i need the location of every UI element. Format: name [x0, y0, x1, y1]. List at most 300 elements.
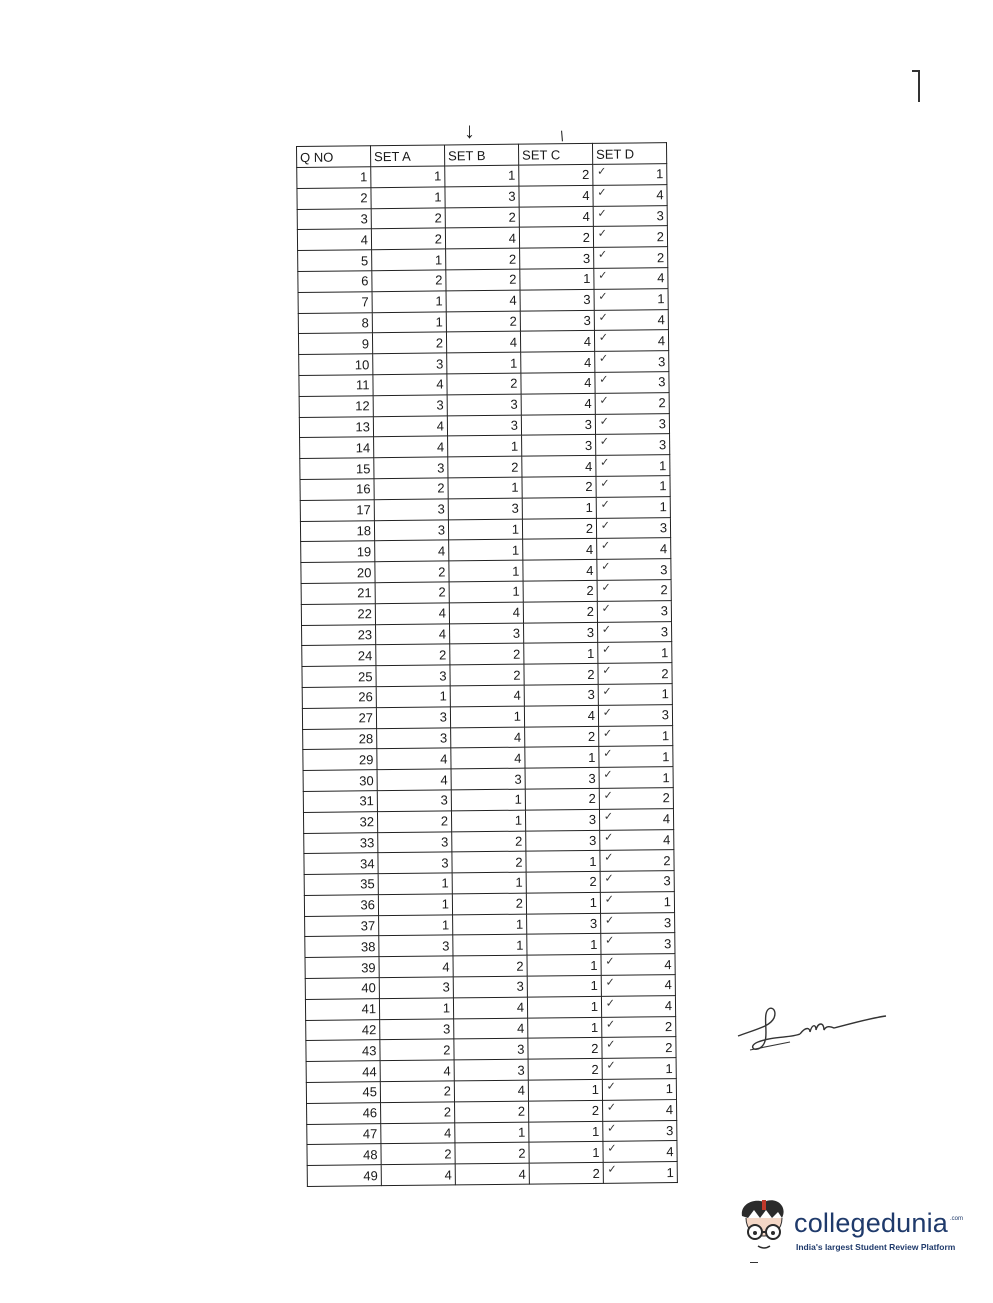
cell-set-d: 1 [599, 767, 673, 789]
cell-set-b: 2 [452, 831, 526, 853]
cell-set-c [520, 310, 608, 332]
cell-set-b: 2 [455, 1143, 529, 1165]
check-mark-icon: ✓ [604, 893, 614, 906]
cell-qno: 18 [300, 520, 374, 542]
cell-set-d: 2 [602, 1037, 676, 1059]
cell-set-a: 2 [372, 270, 446, 292]
cell-set-b: 3 [451, 768, 525, 790]
cell-value: 3 [588, 770, 596, 786]
cell-value: 2 [585, 520, 594, 536]
cell-qno: 26 [302, 687, 376, 709]
cell-set-d: 3 [596, 434, 670, 456]
cell-set-b: 2 [453, 955, 527, 977]
mascot-logo-icon [738, 1198, 790, 1254]
cell-set-b: 1 [445, 165, 519, 187]
cell-set-d: 4 [603, 1141, 677, 1163]
cell-set-c [523, 560, 611, 582]
cell-qno: 3 [297, 208, 371, 230]
cell-set-c [528, 1017, 616, 1039]
cell-set-c [519, 206, 607, 228]
cell-set-c [519, 164, 607, 186]
cell-set-b: 2 [450, 664, 524, 686]
cell-set-d: 4 [593, 184, 667, 206]
cell-qno: 12 [299, 395, 373, 417]
cell-set-c [521, 352, 609, 374]
cell-value: 3 [588, 811, 597, 828]
cell-set-c [521, 414, 609, 436]
cell-set-a: 1 [379, 998, 453, 1020]
cell-set-b: 2 [452, 893, 526, 915]
cell-set-a: 4 [375, 540, 449, 562]
cell-set-a: 1 [378, 873, 452, 895]
check-mark-icon: ✓ [598, 290, 608, 303]
cell-qno: 27 [302, 707, 376, 729]
cell-set-c [526, 851, 614, 873]
cell-set-d: 1 [598, 684, 672, 706]
cell-set-a: 2 [375, 582, 449, 604]
cell-set-a: 1 [371, 187, 445, 209]
check-mark-icon: ✓ [598, 352, 609, 366]
cell-qno: 16 [300, 479, 374, 501]
cell-value: 4 [584, 375, 592, 391]
cell-set-d: 1 [594, 288, 668, 310]
cell-set-b: 3 [454, 1059, 528, 1081]
cell-qno: 1 [297, 167, 371, 189]
cell-set-b: 4 [453, 997, 527, 1019]
cell-set-a: 2 [374, 478, 448, 500]
cell-set-d: 4 [594, 268, 668, 290]
check-mark-icon: ✓ [606, 1039, 616, 1052]
cell-set-d: 1 [599, 725, 673, 747]
cell-value: 2 [587, 728, 596, 744]
cell-qno: 41 [305, 999, 379, 1021]
cell-qno: 2 [297, 188, 371, 210]
cell-set-d: 4 [600, 829, 674, 851]
cell-set-b: 2 [450, 643, 524, 665]
cell-set-d: 4 [601, 975, 675, 997]
check-mark-icon: ✓ [607, 1143, 617, 1156]
cell-value: 2 [582, 229, 591, 245]
check-mark-icon: ✓ [605, 976, 615, 989]
cell-set-a: 4 [381, 1123, 455, 1145]
cell-set-d: 2 [593, 226, 667, 248]
cell-value: 2 [589, 874, 597, 890]
cell-qno: 43 [306, 1040, 380, 1062]
cell-set-b: 1 [449, 581, 523, 603]
cell-set-d: 1 [602, 1079, 676, 1101]
cell-set-a: 2 [381, 1102, 455, 1124]
cell-set-a: 4 [381, 1164, 455, 1186]
cell-set-b: 1 [453, 935, 527, 957]
cell-set-c [529, 1100, 617, 1122]
cell-set-d: 3 [601, 912, 675, 934]
cell-set-b: 2 [447, 373, 521, 395]
cell-qno: 38 [305, 936, 379, 958]
check-mark-icon: ✓ [602, 685, 612, 698]
cell-set-d: 1 [602, 1058, 676, 1080]
cell-set-a: 3 [380, 1019, 454, 1041]
cell-set-b: 3 [447, 394, 521, 416]
cell-set-b: 1 [448, 477, 522, 499]
check-mark-icon: ✓ [600, 540, 611, 553]
cell-set-d: 3 [600, 871, 674, 893]
cell-set-b: 2 [446, 311, 520, 333]
cell-value: 2 [586, 583, 594, 599]
cell-value: 3 [583, 312, 591, 328]
cell-set-b: 3 [448, 498, 522, 520]
cell-value: 1 [587, 645, 595, 661]
check-mark-icon: ✓ [599, 436, 610, 449]
cell-set-c [528, 1079, 616, 1101]
cell-value: 1 [590, 1019, 599, 1036]
cell-value: 2 [588, 791, 596, 807]
cell-set-b: 4 [455, 1163, 529, 1185]
logo-wordmark: collegedunia [794, 1208, 949, 1238]
cell-set-a: 1 [378, 894, 452, 916]
cell-set-d: 3 [597, 600, 671, 622]
handwritten-arrow-mark: ↓ [464, 118, 475, 143]
cell-set-c [522, 476, 610, 498]
cell-set-c [526, 871, 614, 893]
cell-set-b: 2 [446, 269, 520, 291]
cell-value: 2 [591, 1040, 599, 1056]
cell-set-c [528, 1059, 616, 1081]
cell-set-c [520, 331, 609, 353]
cell-set-c [522, 518, 611, 540]
cell-set-c [529, 1121, 617, 1143]
cell-set-d: 3 [595, 413, 669, 435]
check-mark-icon: ✓ [605, 997, 616, 1010]
cell-value: 2 [591, 1061, 599, 1077]
cell-set-d: 2 [599, 787, 673, 809]
cell-set-c [527, 913, 615, 935]
handwritten-tick-mark: / [557, 127, 567, 145]
cell-set-a: 4 [376, 623, 450, 645]
cell-value: 4 [586, 562, 594, 578]
cell-set-a: 2 [380, 1081, 454, 1103]
cell-set-a: 3 [373, 353, 447, 375]
check-mark-icon: ✓ [600, 498, 610, 511]
cell-qno: 20 [301, 562, 375, 584]
table-row [307, 1162, 677, 1187]
cell-value: 2 [585, 479, 593, 495]
cell-set-d: 1 [603, 1162, 677, 1184]
cell-set-a: 1 [371, 166, 445, 188]
check-mark-icon: ✓ [598, 269, 608, 282]
cell-qno: 42 [306, 1019, 380, 1041]
cell-set-c [520, 268, 608, 290]
cell-set-a: 2 [371, 228, 445, 250]
cell-set-b: 2 [455, 1101, 529, 1123]
cell-value: 1 [590, 936, 598, 952]
cell-set-a: 2 [381, 1143, 455, 1165]
cell-set-a: 2 [372, 332, 446, 354]
cell-qno: 8 [298, 312, 372, 334]
check-mark-icon: ✓ [602, 644, 612, 657]
cell-set-d: 3 [603, 1120, 677, 1142]
cell-set-a: 1 [376, 686, 450, 708]
cell-set-a: 3 [374, 499, 448, 521]
cell-set-b: 4 [445, 228, 519, 250]
collegedunia-logo [738, 1196, 968, 1260]
cell-set-b: 1 [450, 706, 524, 728]
cell-value: 3 [582, 250, 591, 266]
cell-qno: 23 [302, 624, 376, 646]
cell-set-a: 3 [376, 665, 450, 687]
cell-set-a: 3 [377, 727, 451, 749]
check-mark-icon: ✓ [606, 1101, 617, 1114]
cell-set-c [521, 372, 609, 394]
cell-set-b: 1 [453, 914, 527, 936]
check-mark-icon: ✓ [605, 1018, 616, 1031]
cell-set-d: 2 [600, 850, 674, 872]
cell-qno: 32 [303, 811, 377, 833]
cell-set-c [520, 248, 608, 270]
answer-rows [297, 164, 678, 1187]
check-mark-icon: ✓ [605, 935, 615, 948]
cell-value: 3 [584, 437, 593, 453]
cell-value: 4 [584, 396, 592, 412]
cell-set-d: 4 [594, 309, 668, 331]
cell-set-a: 4 [380, 1060, 454, 1082]
header-set-c: SET C [518, 143, 592, 165]
cell-set-d: 3 [597, 559, 671, 581]
cell-set-b: 4 [449, 602, 523, 624]
cell-value: 1 [592, 1144, 600, 1160]
cell-value: 4 [585, 458, 593, 474]
cell-set-b: 4 [446, 290, 520, 312]
cell-set-c [527, 955, 615, 977]
cell-set-a: 3 [379, 935, 453, 957]
cell-value: 3 [583, 292, 591, 308]
cell-value: 2 [582, 167, 590, 183]
cell-value: 4 [583, 333, 592, 349]
cell-qno: 40 [305, 978, 379, 1000]
check-mark-icon: ✓ [599, 394, 609, 407]
cell-set-a: 3 [374, 457, 448, 479]
check-mark-icon: ✓ [607, 1163, 617, 1177]
header-qno: Q NO [297, 146, 371, 168]
cell-value: 3 [588, 832, 597, 848]
cell-qno: 37 [305, 915, 379, 937]
cell-value: 4 [582, 208, 590, 224]
cell-qno: 15 [300, 458, 374, 480]
cell-qno: 14 [300, 437, 374, 459]
check-mark-icon: ✓ [603, 789, 613, 802]
check-mark-icon: ✓ [598, 332, 609, 345]
cell-value: 1 [589, 853, 597, 869]
check-mark-icon: ✓ [597, 207, 607, 220]
cell-set-a: 4 [375, 603, 449, 625]
cell-value: 3 [589, 915, 598, 932]
cell-value: 4 [587, 708, 596, 724]
cell-set-c [524, 705, 613, 727]
answer-key-table [296, 142, 678, 1187]
cell-set-d: 4 [599, 808, 673, 830]
cell-set-d: 2 [594, 247, 668, 269]
cell-qno: 31 [303, 791, 377, 813]
cell-value: 1 [591, 1082, 599, 1098]
check-mark-icon: ✓ [602, 727, 613, 740]
cell-value: 4 [583, 354, 592, 370]
cell-qno: 17 [300, 499, 374, 521]
cell-set-d: 1 [599, 746, 673, 768]
cell-qno: 24 [302, 645, 376, 667]
cell-qno: 25 [302, 666, 376, 688]
cell-set-b: 1 [449, 539, 523, 561]
cell-qno: 19 [301, 541, 375, 563]
cell-set-a: 4 [379, 956, 453, 978]
check-mark-icon: ✓ [603, 831, 614, 844]
check-mark-icon: ✓ [600, 519, 611, 532]
cell-set-a: 4 [373, 374, 447, 396]
cell-set-c [525, 726, 613, 748]
cell-qno: 35 [304, 874, 378, 896]
cell-set-d: 1 [596, 455, 670, 477]
cell-set-c [525, 809, 614, 831]
check-mark-icon: ✓ [603, 768, 613, 781]
cell-set-d: 3 [595, 351, 669, 373]
cell-set-d: 3 [593, 205, 667, 227]
cell-set-b: 4 [454, 1018, 528, 1040]
cell-set-d: 4 [597, 538, 671, 560]
cell-qno: 34 [304, 853, 378, 875]
cell-set-c [526, 892, 614, 914]
cell-value: 1 [585, 500, 593, 516]
cell-set-a: 4 [377, 769, 451, 791]
cell-set-d: 2 [595, 392, 669, 414]
cell-set-c [525, 788, 613, 810]
cell-qno: 33 [304, 832, 378, 854]
check-mark-icon: ✓ [602, 706, 613, 719]
cell-set-a: 4 [374, 436, 448, 458]
cell-set-b: 4 [446, 332, 520, 354]
cell-value: 2 [592, 1165, 600, 1181]
check-mark-icon: ✓ [599, 415, 609, 428]
cell-set-b: 1 [447, 352, 521, 374]
cell-set-c [521, 393, 609, 415]
cell-qno: 49 [307, 1165, 381, 1187]
cell-qno: 22 [301, 603, 375, 625]
cell-qno: 36 [304, 895, 378, 917]
cell-value: 2 [586, 604, 594, 620]
cell-set-b: 1 [455, 1122, 529, 1144]
cell-set-d: 4 [594, 330, 668, 352]
check-mark-icon: ✓ [603, 748, 613, 761]
check-mark-icon: ✓ [601, 581, 611, 594]
cell-set-c [529, 1142, 617, 1164]
cell-qno: 4 [297, 229, 371, 251]
cell-value: 2 [591, 1103, 600, 1119]
cell-value: 1 [590, 999, 599, 1015]
cell-qno: 45 [306, 1082, 380, 1104]
cell-set-a: 2 [380, 1039, 454, 1061]
cell-set-c [523, 580, 611, 602]
cell-set-d: 4 [601, 954, 675, 976]
check-mark-icon: ✓ [597, 186, 607, 199]
handwritten-signature [730, 998, 890, 1058]
cell-set-a: 2 [375, 561, 449, 583]
cell-set-a: 1 [379, 915, 453, 937]
cell-qno: 5 [298, 250, 372, 272]
cell-set-d: 3 [598, 621, 672, 643]
cell-set-a: 3 [377, 790, 451, 812]
cell-set-b: 2 [445, 207, 519, 229]
check-mark-icon: ✓ [601, 560, 611, 573]
cell-set-d: 2 [602, 1016, 676, 1038]
check-mark-icon: ✓ [598, 311, 608, 324]
cell-value: 3 [587, 687, 595, 703]
cell-set-d: 3 [595, 372, 669, 394]
cell-set-c [523, 539, 611, 561]
cell-qno: 46 [307, 1103, 381, 1125]
cell-set-a: 2 [376, 644, 450, 666]
cell-set-c [522, 435, 610, 457]
cell-set-a: 3 [376, 707, 450, 729]
cell-set-c [524, 643, 612, 665]
check-mark-icon: ✓ [597, 248, 608, 262]
cell-set-c [527, 934, 615, 956]
cell-set-d: 3 [598, 704, 672, 726]
cell-set-b: 4 [450, 685, 524, 707]
cell-set-c [526, 830, 614, 852]
cell-set-c [529, 1163, 617, 1185]
cell-set-b: 3 [450, 623, 524, 645]
cell-qno: 30 [303, 770, 377, 792]
check-mark-icon: ✓ [604, 914, 615, 927]
cell-value: 1 [589, 895, 598, 911]
cell-set-c [519, 227, 608, 249]
cell-set-b: 4 [451, 727, 525, 749]
cell-set-d: 4 [603, 1099, 677, 1121]
cell-set-b: 1 [451, 789, 525, 811]
check-mark-icon: ✓ [606, 1059, 616, 1073]
logo-domain: .com [950, 1216, 964, 1222]
check-mark-icon: ✓ [605, 955, 615, 969]
cell-value: 1 [590, 957, 598, 973]
cell-set-c [522, 456, 610, 478]
check-mark-icon: ✓ [601, 602, 611, 615]
cell-set-b: 1 [448, 436, 522, 458]
check-mark-icon: ✓ [602, 664, 612, 677]
cell-set-a: 4 [373, 415, 447, 437]
cell-qno: 7 [298, 291, 372, 313]
cell-set-d: 1 [600, 891, 674, 913]
cell-set-b: 2 [446, 248, 520, 270]
cell-set-c [520, 289, 608, 311]
header-set-b: SET B [444, 144, 518, 166]
cell-set-a: 3 [378, 831, 452, 853]
cell-set-d: 2 [598, 663, 672, 685]
cell-qno: 39 [305, 957, 379, 979]
cell-set-b: 4 [451, 747, 525, 769]
cell-qno: 9 [298, 333, 372, 355]
cell-set-c [528, 1038, 616, 1060]
cell-set-c [523, 601, 611, 623]
check-mark-icon: ✓ [597, 165, 607, 178]
check-mark-icon: ✓ [607, 1122, 617, 1135]
check-mark-icon: ✓ [600, 477, 610, 490]
cell-set-c [524, 622, 612, 644]
logo-tagline: India's largest Student Review Platform [796, 1242, 956, 1252]
cell-value: 3 [584, 416, 593, 432]
cell-set-b: 2 [448, 456, 522, 478]
cell-value: 3 [586, 624, 595, 640]
check-mark-icon: ✓ [604, 872, 614, 885]
cell-set-d: 3 [601, 933, 675, 955]
cell-set-b: 3 [447, 415, 521, 437]
check-mark-icon: ✓ [599, 373, 609, 386]
